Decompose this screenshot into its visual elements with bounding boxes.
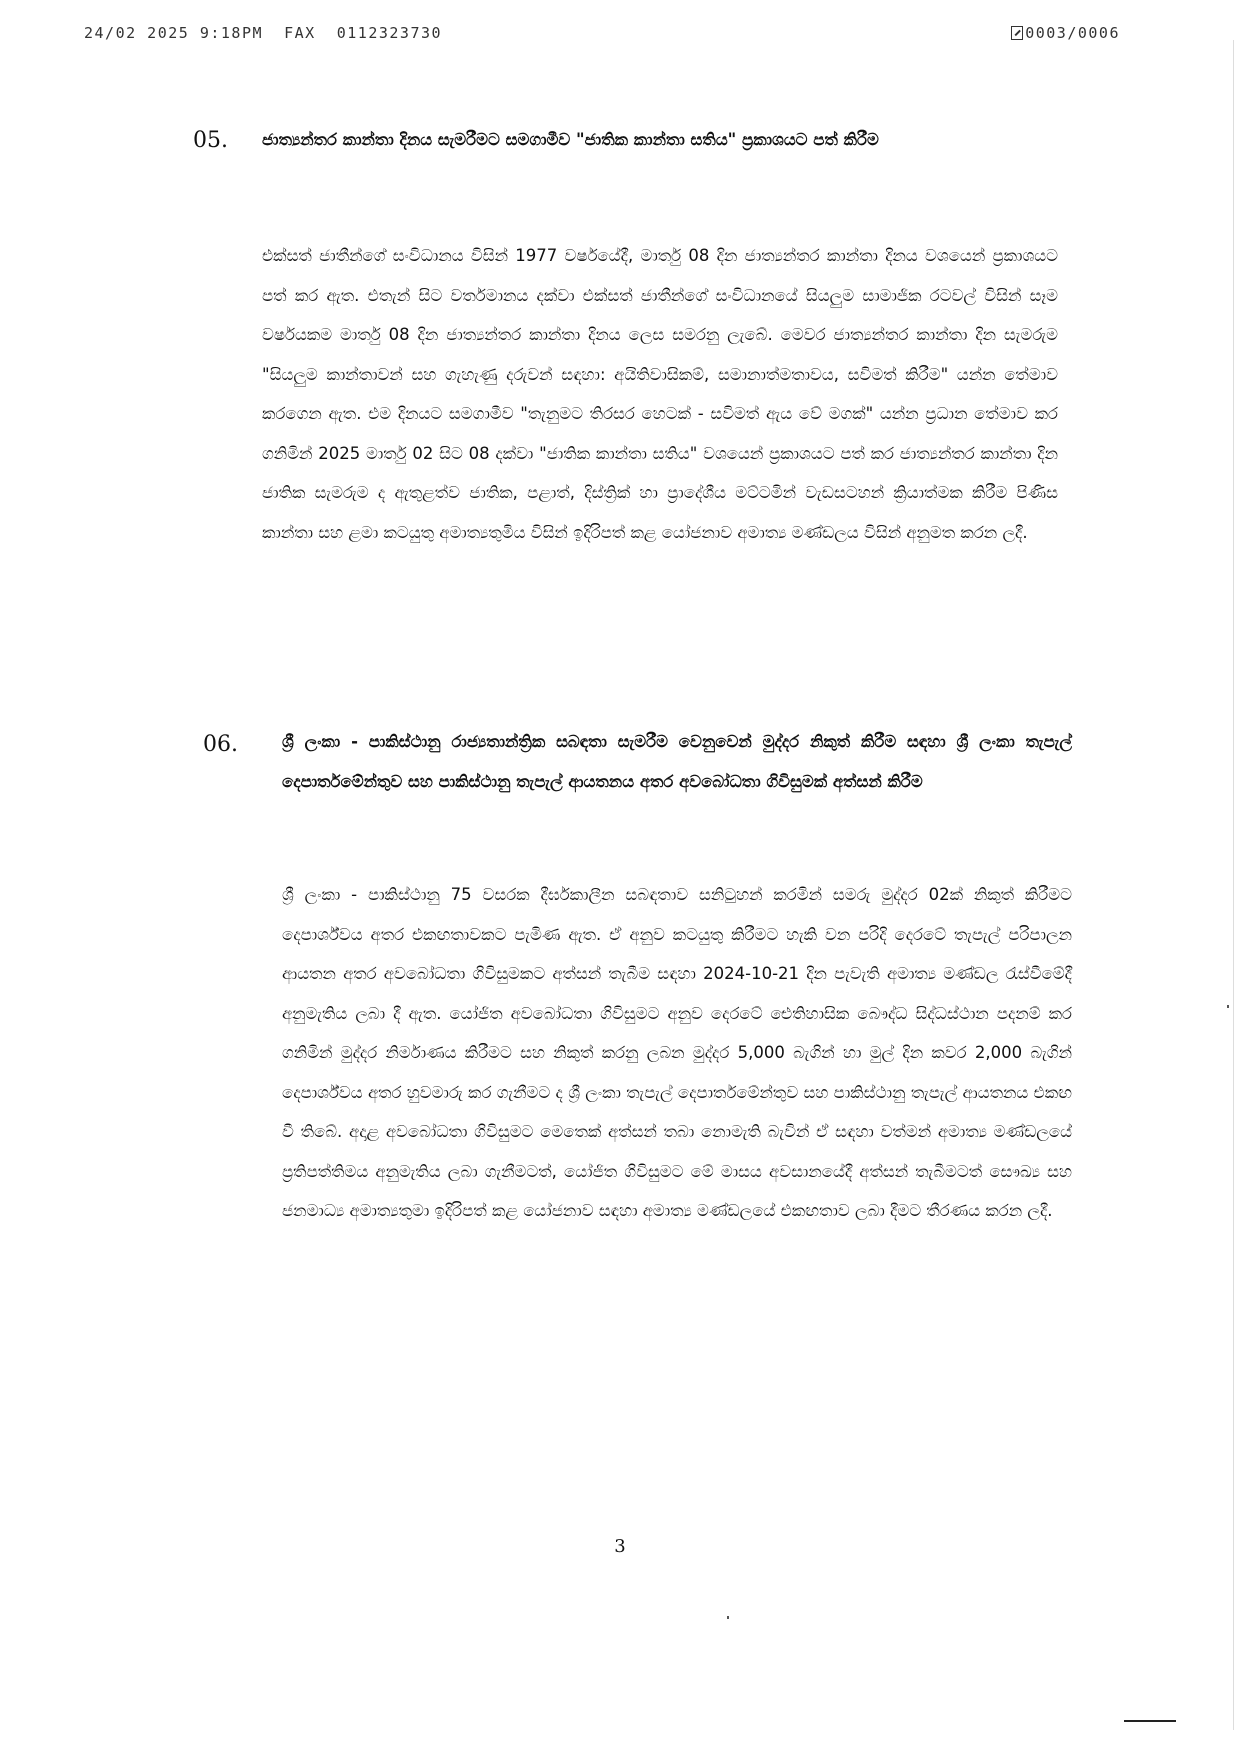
section-body: එක්සත් ජාතීන්ගේ සංවිධානය විසින් 1977 වර්ෂයේදී, මාර්තු 08 දින ජාත්‍යන්තර කාන්තා දිනය වශයෙන් ප්‍රකාශයට පත් කර ඇත. එතැන් සිට වර්තමානය දක්වා එක්සත් ජාතීන්ගේ සංවිධානයේ සියලුම සාමාජික රටවල් විසින් සෑම වර්ෂයකම මාර්තු 08 දින ජාත්‍යන්තර කාන්තා දිනය ලෙස සමරනු ලැබේ. මෙවර ජාත්‍යන්තර කාන්තා දින සැමරුම "සියලුම කාන්තාවන් සහ ගැහැණු දරුවන් සඳහා: අයිතිවාසිකම්, සමානාත්මතාවය, සවිමත් කිරීම" යන්න තේමාව කරගෙන ඇත. එම දිනයට සමගාමීව "තැනුමට තිරසර හෙටක් - සවිමත් ඇය වේ මගක්" යන්න ප්‍රධාන තේමාව කර ගනිමින් 2025 මාර්තු 02 සිට 08 දක්වා "ජාතික කාන්තා සතිය" වශයෙන් ප්‍රකාශයට පත් කර ජාත්‍යන්තර කාන්තා දින ජාතික සැමරුම ද ඇතුළත්ව ජාතික, පළාත්, දිස්ත්‍රික් හා ප්‍රාදේශීය මට්ටමින් වැඩසටහන් ක්‍රියාත්මක කිරීම පිණිස කාන්තා සහ ළමා කටයුතු අමාත්‍යතුමිය විසින් ඉදිරිපත් කළ යෝජනාව අමාත්‍ය මණ්ඩලය විසින් අනුමත කරන ලදී.: [262, 246, 1058, 542]
scan-edge-line: [1233, 40, 1235, 1730]
fax-header: [84, 24, 1120, 48]
scan-artifact-line: [1124, 1720, 1176, 1722]
section-number: 05.: [193, 128, 228, 153]
page-number: 3: [614, 1536, 626, 1557]
fax-page-counter-group: [1011, 24, 1120, 42]
fax-page-counter: 0003/0006: [1025, 24, 1120, 42]
scan-speck: [1227, 1005, 1229, 1008]
section-title: ජාත්‍යන්තර කාන්තා දිනය සැමරීමට සමගාමීව "ජාතික කාන්තා සතිය" ප්‍රකාශයට පත් කිරීම: [262, 130, 879, 149]
section-number: 06.: [203, 732, 238, 757]
fax-transmission-info: 24/02 2025 9:18PM FAX 0112323730: [84, 24, 443, 42]
section-body: ශ්‍රී ලංකා - පාකිස්ථානු 75 වසරක දීර්ඝකාලීන සබඳතාව සනිටුහන් කරමින් සමරු මුද්දර 02ක් නිකුත් කිරීමට දෙපාර්ශ්වය අතර එකඟතාවකට පැමිණ ඇත. ඒ අනුව කටයුතු කිරීමට හැකි වන පරිදි දෙරටේ තැපැල් පරිපාලන ආයතන අතර අවබෝධතා ගිවිසුමකට අත්සන් තැබීම සඳහා 2024-10-21 දින පැවැති අමාත්‍ය මණ්ඩල රැස්වීමේදී අනුමැතිය ලබා දී ඇත. යෝජිත අවබෝධතා ගිවිසුමට අනුව දෙරටේ ඓතිහාසික බෞද්ධ සිද්ධස්ථාන පදනම් කර ගනිමින් මුද්දර නිර්මාණය කිරීමට සහ නිකුත් කරනු ලබන මුද්දර 5,000 බැගින් හා මුල් දින කවර 2,000 බැගින් දෙපාර්ශ්වය අතර හුවමාරු කර ගැනීමට ද ශ්‍රී ලංකා තැපැල් දෙපාර්තමේන්තුව සහ පාකිස්ථානු තැපැල් ආයතනය එකඟ වී තිබේ. අදාළ අවබෝධතා ගිවිසුමට මෙතෙක් අත්සන් තබා නොමැති බැවින් ඒ සඳහා වත්මන් අමාත්‍ය මණ්ඩලයේ ප්‍රතිපත්තිමය අනුමැතිය ලබා ගැනීමටත්, යෝජිත ගිවිසුමට මේ මාසය අවසානයේදී අත්සන් තැබීමටත් සෞඛ්‍ය සහ ජනමාධ්‍ය අමාත්‍යතුමා ඉදිරිපත් කළ යෝජනාව සඳහා අමාත්‍ය මණ්ඩලයේ එකඟතාව ලබා දීමට තීරණය කරන ලදී.: [282, 885, 1072, 1220]
scan-speck: [727, 1616, 729, 1619]
section-title: ශ්‍රී ලංකා - පාකිස්ථානු රාජ්‍යතාන්ත්‍රික සබඳතා සැමරීම වෙනුවෙන් මුද්දර නිකුත් කිරීම සඳහා ශ්‍රී ලංකා තැපැල් දෙපාර්තමේන්තුව සහ පාකිස්ථානු තැපැල් ආයතනය අතර අවබෝධතා ගිවිසුමක් අත්සන් කිරීම: [282, 732, 1072, 791]
fax-page-icon: [1011, 26, 1023, 40]
